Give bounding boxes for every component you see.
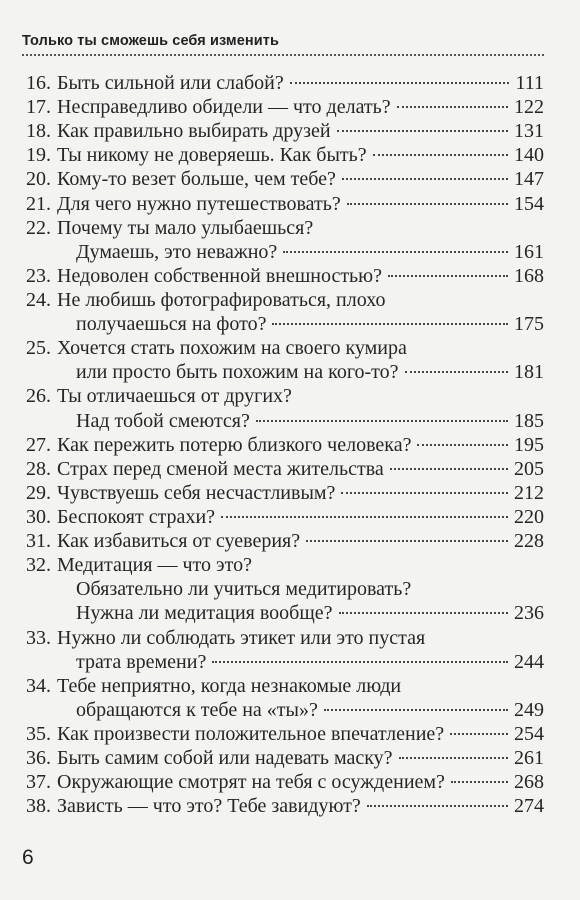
toc-page-number: 154 [514,192,544,215]
toc-entry-title: Беспокоят страхи? [57,505,216,528]
toc-entry-number: 16. [26,72,51,94]
dot-leader [397,106,508,108]
dot-leader [347,203,508,205]
toc-entry-continuation [26,312,544,336]
toc-entry-title: Нужно ли соблюдать этикет или это пустая [57,626,426,649]
toc-entry-title: Не любишь фотографироваться, плохо [57,288,386,311]
toc-entry [26,746,544,770]
toc-entry-continuation [26,601,544,625]
toc-entry-title: Почему ты мало улыбаешься? [57,216,314,239]
toc-entry-continuation [26,409,544,433]
toc-entry [26,167,544,191]
toc-page-number: 244 [514,650,544,673]
toc-entry [26,722,544,746]
dot-leader [342,178,508,180]
toc-entry-number: 24. [26,288,51,311]
toc-page-number: 274 [514,795,544,818]
toc-page-number: 236 [514,602,544,625]
dot-leader [337,130,508,132]
toc-entry-title: получаешься на фото? [76,313,267,336]
toc-entry-number: 30. [26,505,51,528]
dot-leader [399,757,508,759]
dot-leader [290,82,510,84]
toc-page-number: 131 [514,120,544,143]
toc-entry-title: Несправедливо обидели — что делать? [57,96,391,119]
toc-page-number: 268 [514,771,544,794]
toc-entry-title: Зависть — что это? Тебе завидуют? [57,795,361,818]
toc-entry-continuation [26,650,544,674]
toc-entry [26,770,544,794]
toc-entry [26,264,544,288]
toc-entry-title: Недоволен собственной внешностью? [57,264,382,287]
toc-entry-title: Чувствуешь себя несчастливым? [57,481,336,504]
toc-entry [26,192,544,216]
dot-leader [451,781,508,783]
toc-entry-title: Страх перед сменой места жительства [57,457,384,480]
toc-page-number: 168 [514,264,544,287]
toc-entry-title: Кому-то везет больше, чем тебе? [57,168,336,191]
toc-entry-title: Обязательно ли учиться медитировать? [76,578,412,601]
toc-page-number: 249 [514,698,544,721]
dot-leader [306,540,508,542]
toc-entry [26,433,544,457]
toc-entry-number: 23. [26,264,51,287]
toc-entry [26,95,544,119]
toc-entry-number: 33. [26,626,51,649]
toc-page-number: 185 [514,409,544,432]
toc-page-number: 181 [514,361,544,384]
toc-entry-title: Хочется стать похожим на своего кумира [57,337,407,360]
toc-entry-number: 22. [26,216,51,239]
toc-entry-number: 21. [26,192,51,215]
toc-entry [26,216,544,240]
toc-entry [26,71,544,95]
toc-entry-title: Медитация — что это? [57,554,252,577]
toc-entry [26,288,544,312]
toc-entry-number: 34. [26,674,51,697]
running-head-title: Только ты сможешь себя изменить [22,33,280,49]
dot-leader [324,709,508,711]
dot-leader [390,468,508,470]
toc-entry-number: 20. [26,168,51,191]
dot-leader [405,371,508,373]
toc-entry-title: Нужна ли медитация вообще? [76,602,333,625]
toc-entry-number: 29. [26,481,51,504]
toc-page-number: 212 [514,481,544,504]
toc-entry-continuation [26,360,544,384]
toc-entry-title: Как правильно выбирать друзей [57,120,331,143]
toc-entry [26,553,544,577]
toc-entry-number: 17. [26,96,51,119]
page-number: 6 [22,846,34,869]
toc-entry-continuation [26,577,544,601]
toc-entry [26,505,544,529]
toc-entry-title: Как произвести положительное впечатление? [57,722,445,745]
toc-entry-number: 28. [26,457,51,480]
toc-entry-title: Тебе неприятно, когда незнакомые люди [57,674,402,697]
toc-entry-number: 36. [26,747,51,770]
toc-entry [26,794,544,818]
dot-leader [388,275,508,277]
toc-entry-title: Как пережить потерю близкого человека? [57,433,412,456]
toc-entry-title: Ты никому не доверяешь. Как быть? [57,144,367,167]
header-dotted-rule [22,54,544,56]
toc-page-number: 111 [515,72,544,94]
toc-entry-title: Окружающие смотрят на тебя с осуждением? [57,771,445,794]
toc-page-number: 161 [514,240,544,263]
toc-entry-number: 37. [26,771,51,794]
toc-entry [26,457,544,481]
dot-leader [373,154,508,156]
toc-entry-title: Над тобой смеются? [76,409,250,432]
toc-page-number: 140 [514,144,544,167]
toc-entry-number: 26. [26,385,51,408]
toc-entry [26,336,544,360]
toc-entry-number: 35. [26,722,51,745]
dot-leader [256,420,508,422]
dot-leader [417,444,508,446]
toc-page-number: 220 [514,505,544,528]
toc-entry-continuation [26,698,544,722]
toc-entry-number: 38. [26,795,51,818]
toc-entry-number: 31. [26,530,51,553]
toc-page-number: 205 [514,457,544,480]
toc-entry-number: 25. [26,337,51,360]
toc-entry-title: Как избавиться от суеверия? [57,530,301,553]
toc-entry-continuation [26,240,544,264]
dot-leader [339,612,508,614]
toc-entry [26,384,544,408]
toc-page-number: 195 [514,433,544,456]
toc-entry-title: Думаешь, это неважно? [76,240,278,263]
dot-leader [367,805,508,807]
toc-page-number: 261 [514,747,544,770]
toc-entry-title: Ты отличаешься от других? [57,385,292,408]
dot-leader [450,733,508,735]
toc-entry-title: Для чего нужно путешествовать? [57,192,341,215]
dot-leader [212,661,508,663]
toc-entry-title: или просто быть похожим на кого-то? [76,361,399,384]
dot-leader [221,516,508,518]
toc-page-number: 254 [514,722,544,745]
toc-page-number: 122 [514,96,544,119]
toc-entry-number: 27. [26,433,51,456]
dot-leader [272,323,508,325]
toc-entry-number: 18. [26,120,51,143]
toc-page-number: 147 [514,168,544,191]
dot-leader [341,492,508,494]
toc-entry-title: трата времени? [76,650,207,673]
toc-entry-number: 32. [26,554,51,577]
toc-page-number: 228 [514,530,544,553]
toc-entry-title: Быть сильной или слабой? [57,72,284,94]
toc-entry [26,143,544,167]
toc-entry [26,626,544,650]
toc-entry [26,119,544,143]
toc-page-number: 175 [514,313,544,336]
toc-entry [26,674,544,698]
toc-entry [26,529,544,553]
table-of-contents [26,71,544,818]
dot-leader [283,251,508,253]
toc-entry-title: Быть самим собой или надевать маску? [57,747,393,770]
toc-entry [26,481,544,505]
toc-entry-title: обращаются к тебе на «ты»? [76,698,318,721]
toc-entry-number: 19. [26,144,51,167]
